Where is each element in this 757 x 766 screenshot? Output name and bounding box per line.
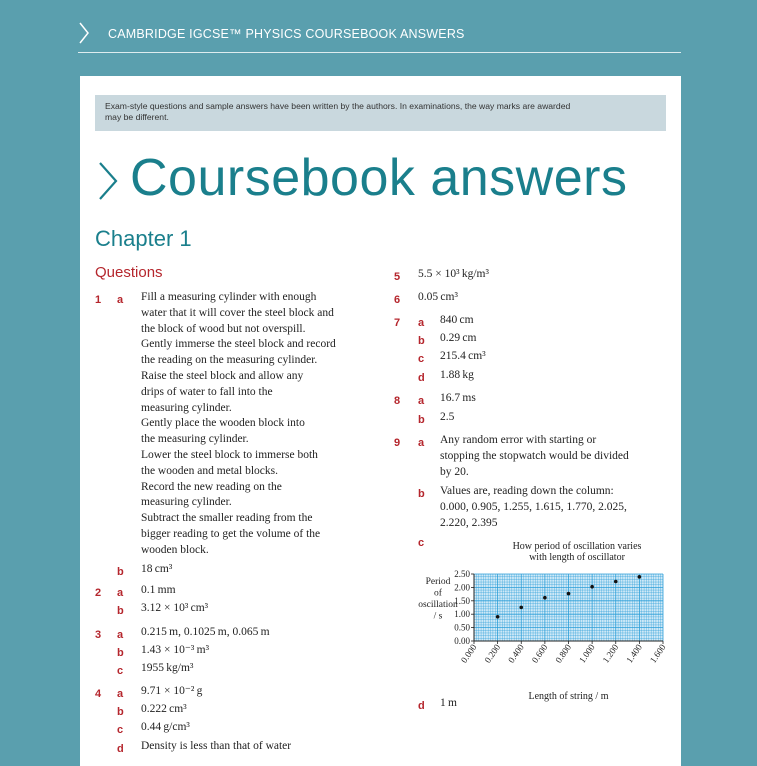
period-length-chart (380, 566, 680, 706)
main-title: Coursebook answers (130, 149, 628, 207)
header-divider (78, 52, 681, 53)
part-letter: b (418, 414, 425, 426)
data-point (590, 585, 594, 589)
q8a-answer: 16.7 ms (440, 392, 476, 404)
q1a-answer (141, 290, 336, 559)
question-number: 1 (95, 294, 102, 306)
answer-line: measuring cylinder. (141, 401, 232, 414)
q7a-answer: 840 cm (440, 314, 474, 326)
q2b-answer: 3.12 × 10³ cm³ (141, 602, 209, 614)
q7d-answer: 1.88 kg (440, 369, 474, 381)
data-point (519, 606, 523, 610)
q4d-answer: Density is less than that of water (141, 740, 292, 752)
chevron-right-icon (78, 22, 90, 44)
header-title: CAMBRIDGE IGCSE™ PHYSICS COURSEBOOK ANSWERS (108, 27, 465, 41)
part-letter: a (117, 587, 124, 599)
questions-heading: Questions (95, 264, 163, 281)
part-letter: a (117, 629, 124, 641)
question-number: 6 (394, 294, 401, 306)
x-tick-label: 1.000 (576, 642, 597, 665)
data-point (614, 580, 618, 584)
page-header (0, 0, 757, 70)
part-letter: a (117, 294, 124, 306)
disclaimer-line-2: may be different. (105, 112, 169, 122)
q2a-answer: 0.1 mm (141, 584, 176, 596)
x-tick-label: 1.200 (600, 642, 621, 665)
chevron-right-icon (97, 161, 119, 201)
x-tick-label: 1.600 (647, 642, 668, 665)
chapter-heading: Chapter 1 (95, 226, 192, 251)
document-page (80, 76, 681, 766)
q9d-answer: 1 m (440, 697, 457, 709)
part-letter: a (418, 317, 425, 329)
x-tick-label: 0.400 (506, 642, 526, 665)
part-letter: b (117, 566, 124, 578)
answer-line: the reading on the measuring cylinder. (141, 354, 318, 367)
chart-title-line: with length of oscillator (529, 552, 625, 563)
q9b-answer (440, 484, 627, 531)
q1b-answer: 18 cm³ (141, 563, 173, 575)
x-tick-label: 0.600 (529, 642, 550, 665)
question-number: 7 (394, 317, 401, 329)
part-letter: d (418, 372, 425, 384)
part-letter: c (418, 537, 425, 549)
x-axis-label: Length of string / m (528, 691, 609, 702)
y-tick-label: 1.00 (454, 609, 470, 620)
answer-line: Gently immerse the steel block and record (141, 338, 336, 351)
q4a-answer: 9.71 × 10⁻² g (141, 685, 203, 697)
question-number: 2 (95, 587, 102, 599)
question-number: 4 (95, 688, 102, 700)
answer-line: Gently place the wooden block into (141, 417, 305, 430)
answer-line: water that it will cover the steel block and (141, 306, 334, 319)
part-letter: a (418, 437, 425, 449)
x-tick-label: 0.800 (553, 642, 574, 665)
x-tick-label: 0.000 (458, 642, 479, 665)
part-letter: b (117, 647, 124, 659)
part-letter: b (117, 706, 124, 718)
y-tick-label: 0.00 (454, 636, 470, 646)
answer-line: Values are, reading down the column: (440, 485, 614, 497)
answer-line: Lower the steel block to immerse both (141, 448, 318, 461)
q5-answer: 5.5 × 10³ kg/m³ (418, 268, 489, 280)
question-number: 3 (95, 629, 102, 641)
chart-title (482, 541, 672, 563)
y-axis-label: Period (425, 577, 451, 587)
answer-line: stopping the stopwatch would be divided (440, 449, 629, 462)
q7b-answer: 0.29 cm (440, 332, 477, 344)
data-point (638, 575, 642, 579)
data-point (567, 592, 571, 596)
y-tick-label: 0.50 (454, 622, 470, 633)
q3c-answer: 1955 kg/m³ (141, 662, 194, 674)
answer-line: bigger reading to get the volume of the (141, 527, 321, 540)
answer-line: Any random error with starting or (440, 434, 597, 446)
q7c-answer: 215.4 cm³ (440, 350, 486, 362)
q3a-answer: 0.215 m, 0.1025 m, 0.065 m (141, 626, 270, 638)
part-letter: d (418, 700, 425, 712)
question-number: 5 (394, 271, 401, 283)
answer-line: measuring cylinder. (141, 496, 232, 509)
q3b-answer: 1.43 × 10⁻³ m³ (141, 644, 210, 656)
q9a-answer (440, 433, 629, 480)
y-tick-label: 2.50 (454, 569, 470, 579)
answer-line: 2.220, 2.395 (440, 516, 498, 529)
part-letter: b (117, 605, 124, 617)
y-tick-label: 2.00 (454, 582, 470, 593)
answer-line: the wooden and metal blocks. (141, 464, 279, 477)
answer-line: the measuring cylinder. (141, 433, 249, 446)
answer-line: Raise the steel block and allow any (141, 369, 304, 382)
answer-line: Fill a measuring cylinder with enough (141, 291, 317, 303)
chart-title-line: How period of oscillation varies (512, 541, 642, 552)
answer-line: by 20. (440, 465, 469, 478)
part-letter: d (117, 743, 124, 755)
q6-answer: 0.05 cm³ (418, 291, 458, 303)
disclaimer-box (95, 95, 666, 131)
part-letter: c (418, 353, 425, 365)
q8b-answer: 2.5 (440, 411, 455, 423)
part-letter: a (418, 395, 425, 407)
question-number: 9 (394, 437, 401, 449)
part-letter: c (117, 665, 124, 677)
answer-line: Record the new reading on the (141, 480, 282, 493)
data-point (543, 596, 547, 600)
x-tick-label: 1.400 (624, 642, 645, 665)
answer-line: Subtract the smaller reading from the (141, 512, 313, 525)
part-letter: b (418, 488, 425, 500)
y-axis-label: oscillation (418, 600, 458, 610)
answer-line: wooden block. (141, 543, 209, 556)
y-axis-label: / s (433, 611, 443, 622)
answer-line: 0.000, 0.905, 1.255, 1.615, 1.770, 2.025, (440, 500, 627, 513)
q4b-answer: 0.222 cm³ (141, 703, 187, 715)
question-number: 8 (394, 395, 401, 407)
y-axis-label: of (434, 588, 442, 599)
data-point (496, 615, 500, 619)
part-letter: b (418, 335, 425, 347)
q4c-answer: 0.44 g/cm³ (141, 721, 190, 733)
part-letter: a (117, 688, 124, 700)
answer-line: drips of water to fall into the (141, 385, 273, 398)
part-letter: c (117, 724, 124, 736)
answer-line: the block of wood but not overspill. (141, 322, 306, 335)
disclaimer-line-1: Exam-style questions and sample answers have been written by the authors. In examinations, the way marks are awarded (105, 101, 571, 111)
y-tick-label: 1.50 (454, 595, 470, 606)
x-tick-label: 0.200 (482, 642, 503, 665)
